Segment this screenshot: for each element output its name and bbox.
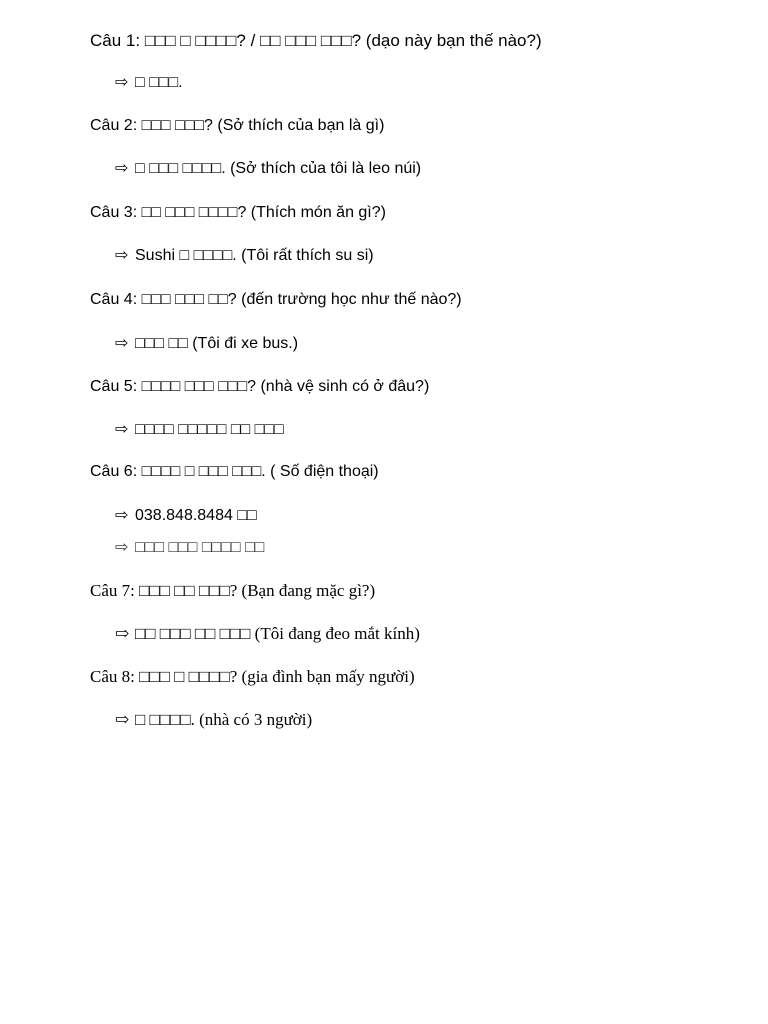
answer-8 xyxy=(115,710,312,730)
question-text: □□□ □ □□□□? / □□ □□□ □□□? (dạo này bạn thế nào?) xyxy=(144,31,542,50)
answer-4 xyxy=(115,334,298,354)
answer-7 xyxy=(115,624,420,644)
arrow-right-outline-icon: ⇨ xyxy=(115,624,130,643)
question-text: □□ □□□ □□□□? (Thích món ăn gì?) xyxy=(141,204,386,221)
question-text: □□□ □□□ □□? (đến trường học như thế nào?) xyxy=(141,291,462,308)
arrow-right-outline-icon: ⇨ xyxy=(115,247,129,264)
question-text: □□□□ □□□ □□□? (nhà vệ sinh có ở đâu?) xyxy=(141,378,430,395)
question-8 xyxy=(90,667,415,687)
arrow-right-outline-icon: ⇨ xyxy=(115,507,129,524)
arrow-right-outline-icon: ⇨ xyxy=(115,74,129,91)
answer-6a xyxy=(115,506,257,526)
answer-text: □□ □□□ □□ □□□ (Tôi đang đeo mắt kính) xyxy=(135,624,420,643)
question-label: Câu 4: xyxy=(90,291,138,308)
arrow-right-outline-icon: ⇨ xyxy=(115,421,129,438)
question-7 xyxy=(90,581,375,601)
answer-2 xyxy=(115,159,421,179)
question-label: Câu 8: xyxy=(90,667,135,686)
question-2 xyxy=(90,116,384,136)
answer-text: □□□ □□□ □□□□ □□ xyxy=(135,539,265,556)
question-4 xyxy=(90,290,462,310)
question-label: Câu 2: xyxy=(90,117,138,134)
question-6 xyxy=(90,462,379,482)
question-label: Câu 5: xyxy=(90,378,138,395)
answer-text: □ □□□. xyxy=(135,74,183,91)
arrow-right-outline-icon: ⇨ xyxy=(115,335,129,352)
answer-text: □□□□ □□□□□ □□ □□□ xyxy=(135,421,284,438)
question-label: Câu 7: xyxy=(90,581,135,600)
question-label: Câu 1: xyxy=(90,31,141,50)
question-label: Câu 6: xyxy=(90,463,138,480)
answer-3 xyxy=(115,246,374,266)
question-1 xyxy=(90,31,542,51)
question-5 xyxy=(90,377,429,397)
answer-6b xyxy=(115,538,264,558)
arrow-right-outline-icon: ⇨ xyxy=(115,710,130,729)
answer-text: 038.848.8484 □□ xyxy=(135,507,257,524)
question-text: □□□ □ □□□□? (gia đình bạn mấy người) xyxy=(139,667,415,686)
question-text: □□□ □□ □□□? (Bạn đang mặc gì?) xyxy=(139,581,376,600)
question-label: Câu 3: xyxy=(90,204,138,221)
answer-text: Sushi □ □□□□. (Tôi rất thích su si) xyxy=(135,247,374,264)
arrow-right-outline-icon: ⇨ xyxy=(115,539,129,556)
answer-text: □ □□□ □□□□. (Sở thích của tôi là leo núi) xyxy=(135,160,422,177)
question-text: □□□□ □ □□□ □□□. ( Số điện thoại) xyxy=(141,463,379,480)
question-3 xyxy=(90,203,386,223)
answer-text: □□□ □□ (Tôi đi xe bus.) xyxy=(135,335,299,352)
answer-5 xyxy=(115,420,284,440)
question-text: □□□ □□□? (Sở thích của bạn là gì) xyxy=(141,117,385,134)
answer-1 xyxy=(115,73,183,93)
arrow-right-outline-icon: ⇨ xyxy=(115,160,129,177)
answer-text: □ □□□□. (nhà có 3 người) xyxy=(135,710,313,729)
